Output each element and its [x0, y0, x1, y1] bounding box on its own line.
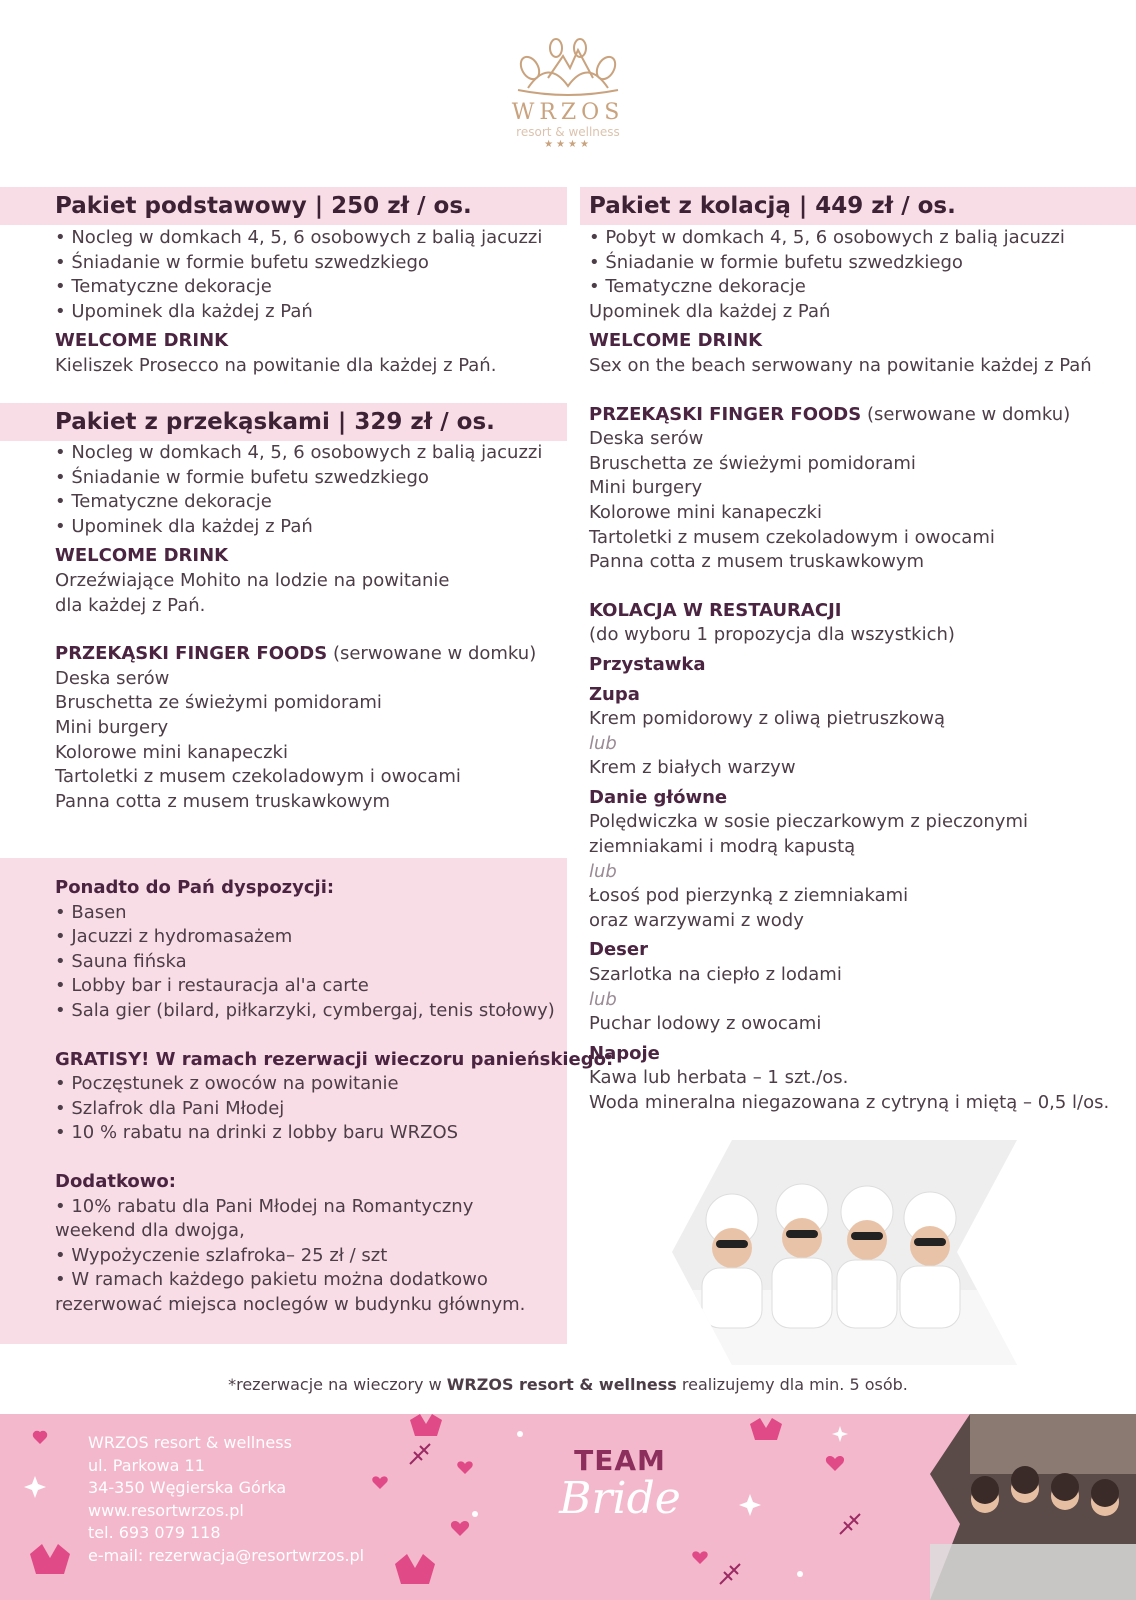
- list-item: • Szlafrok dla Pani Młodej: [55, 1097, 285, 1119]
- gratis-heading: GRATISY! W ramach rezerwacji wieczoru panieńskiego:: [55, 1048, 614, 1070]
- dinner-heading: KOLACJA W RESTAURACJI: [589, 599, 842, 621]
- list-item: • Wypożyczenie szlafroka– 25 zł / szt: [55, 1244, 388, 1266]
- list-item: weekend dla dwojga,: [55, 1220, 245, 1242]
- welcome-drink-text: dla każdej z Pań.: [55, 594, 206, 616]
- list-item: Bruschetta ze świeżymi pomidorami: [589, 452, 916, 474]
- list-item: rezerwować miejsca noclegów w budynku głównym.: [55, 1293, 526, 1315]
- finger-foods-title: PRZEKĄSKI FINGER FOODS: [55, 643, 328, 665]
- list-item: Deska serów: [55, 667, 170, 689]
- snacks-package-content: [55, 441, 542, 814]
- menu-item: Kawa lub herbata – 1 szt./os.: [589, 1067, 849, 1089]
- brides-photo: [672, 1140, 1017, 1365]
- list-item: • Poczęstunek z owoców na powitanie: [55, 1073, 399, 1095]
- footnote-brand: WRZOS resort & wellness: [446, 1375, 677, 1394]
- dinner-note: (do wyboru 1 propozycja dla wszystkich): [589, 624, 955, 646]
- main-course-heading: Danie główne: [589, 786, 728, 808]
- list-item: Mini burgery: [589, 477, 703, 499]
- list-item: • Jacuzzi z hydromasażem: [55, 926, 293, 948]
- flower-logo-icon: [508, 38, 628, 98]
- additionally-heading: Dodatkowo:: [55, 1170, 176, 1192]
- finger-foods-note: (serwowane w domku): [327, 643, 537, 665]
- welcome-drink-text: Sex on the beach serwowany na powitanie każdej z Pań: [589, 354, 1092, 376]
- basic-package-title: Pakiet podstawowy | 250 zł / os.: [55, 193, 472, 219]
- drinks-heading: Napoje: [589, 1042, 660, 1064]
- finger-foods-heading: [55, 642, 542, 667]
- menu-item: Puchar lodowy z owocami: [589, 1013, 822, 1035]
- welcome-drink-heading: WELCOME DRINK: [589, 330, 763, 352]
- list-item: • Lobby bar i restauracja al'a carte: [55, 975, 369, 997]
- logo-sub: resort & wellness: [516, 125, 620, 139]
- contact-street: ul. Parkowa 11: [88, 1455, 205, 1475]
- footnote-post: realizujemy dla min. 5 osób.: [676, 1375, 908, 1394]
- contact-name: WRZOS resort & wellness: [88, 1433, 292, 1452]
- snacks-package-title: Pakiet z przekąskami | 329 zł / os.: [55, 409, 495, 435]
- list-item: • Nocleg w domkach 4, 5, 6 osobowych z balią jacuzzi: [55, 227, 543, 248]
- footnote-pre: *rezerwacje na wieczory w: [228, 1375, 447, 1394]
- list-item: • Tematyczne dekoracje: [55, 491, 272, 513]
- finger-foods-note: (serwowane w domku): [861, 403, 1071, 425]
- logo-stars: ★★★★: [544, 139, 592, 150]
- menu-item: oraz warzywami z wody: [589, 909, 804, 931]
- list-item: • 10% rabatu dla Pani Młodej na Romantyczny: [55, 1195, 474, 1217]
- menu-item: Woda mineralna niegazowana z cytryną i miętą – 0,5 l/os.: [589, 1092, 1110, 1113]
- team-bride-logo: [540, 1444, 700, 1524]
- list-item: • Pobyt w domkach 4, 5, 6 osobowych z balią jacuzzi: [589, 227, 1065, 248]
- list-item: Deska serów: [589, 428, 704, 450]
- party-photo: [930, 1414, 1136, 1600]
- menu-item: Szarlotka na ciepło z lodami: [589, 964, 842, 986]
- list-item: • Sala gier (bilard, piłkarzyki, cymbergaj, tenis stołowy): [55, 999, 555, 1021]
- logo: [0, 38, 1136, 150]
- list-item: Kolorowe mini kanapeczki: [589, 501, 822, 523]
- menu-item: Łosoś pod pierzynką z ziemniakami: [589, 885, 909, 907]
- menu-item: Polędwiczka w sosie pieczarkowym z pieczonymi: [589, 811, 1028, 833]
- list-item: • Śniadanie w formie bufetu szwedzkiego: [55, 466, 429, 488]
- or-label: lub: [589, 988, 617, 1010]
- menu-item: Krem z białych warzyw: [589, 757, 796, 779]
- list-item: Panna cotta z musem truskawkowym: [589, 551, 925, 573]
- contact-website-link[interactable]: www.resortwrzos.pl: [88, 1500, 244, 1520]
- list-item: • 10 % rabatu na drinki z lobby baru WRZOS: [55, 1122, 459, 1144]
- list-item: • Upominek dla każdej z Pań: [55, 300, 313, 322]
- or-label: lub: [589, 732, 617, 754]
- list-item: • Śniadanie w formie bufetu szwedzkiego: [589, 251, 963, 273]
- list-item: • Basen: [55, 901, 127, 923]
- starter-heading: Przystawka: [589, 653, 706, 675]
- dinner-package-title: Pakiet z kolacją | 449 zł / os.: [589, 193, 956, 219]
- footnote: [0, 1375, 1136, 1394]
- basic-package-content: [55, 226, 542, 379]
- list-item: • Upominek dla każdej z Pań: [55, 515, 313, 537]
- contact-city: 34-350 Węgierska Górka: [88, 1478, 287, 1497]
- welcome-drink-heading: WELCOME DRINK: [55, 545, 229, 567]
- list-item: • Nocleg w domkach 4, 5, 6 osobowych z balią jacuzzi: [55, 442, 543, 463]
- list-item: Kolorowe mini kanapeczki: [55, 741, 288, 763]
- welcome-drink-text: Kieliszek Prosecco na powitanie dla każdej z Pań.: [55, 354, 497, 376]
- contact-email[interactable]: e-mail: rezerwacja@resortwrzos.pl: [88, 1545, 365, 1565]
- list-item: • Śniadanie w formie bufetu szwedzkiego: [55, 251, 429, 273]
- list-item: Tartoletki z musem czekoladowym i owocami: [55, 766, 461, 788]
- contact-phone[interactable]: tel. 693 079 118: [88, 1523, 221, 1542]
- welcome-drink-text: Orzeźwiające Mohito na lodzie na powitanie: [55, 569, 450, 591]
- footer: [0, 1414, 1136, 1600]
- list-item: Tartoletki z musem czekoladowym i owocami: [589, 526, 995, 548]
- menu-item: ziemniakami i modrą kapustą: [589, 836, 856, 858]
- logo-brand: WRZOS: [511, 100, 625, 125]
- team-label: TEAM: [574, 1444, 666, 1477]
- extras-heading: Ponadto do Pań dyspozycji:: [55, 877, 335, 898]
- extras-content: [55, 876, 613, 1318]
- or-label: lub: [589, 860, 617, 882]
- list-item: • W ramach każdego pakietu można dodatkowo: [55, 1269, 488, 1291]
- finger-foods-title: PRZEKĄSKI FINGER FOODS: [589, 403, 862, 425]
- list-item: • Tematyczne dekoracje: [589, 276, 806, 298]
- finger-foods-heading: [589, 403, 1109, 428]
- list-item: Upominek dla każdej z Pań: [589, 300, 831, 322]
- dessert-heading: Deser: [589, 939, 648, 961]
- dinner-package-content: [589, 226, 1109, 1116]
- soup-heading: Zupa: [589, 683, 640, 705]
- footer-contact: [88, 1432, 364, 1567]
- welcome-drink-heading: WELCOME DRINK: [55, 330, 229, 352]
- list-item: • Sauna fińska: [55, 950, 187, 972]
- list-item: Panna cotta z musem truskawkowym: [55, 790, 391, 812]
- list-item: Bruschetta ze świeżymi pomidorami: [55, 692, 382, 714]
- bride-label: Bride: [559, 1473, 681, 1524]
- list-item: • Tematyczne dekoracje: [55, 276, 272, 298]
- menu-item: Krem pomidorowy z oliwą pietruszkową: [589, 708, 946, 730]
- list-item: Mini burgery: [55, 716, 169, 738]
